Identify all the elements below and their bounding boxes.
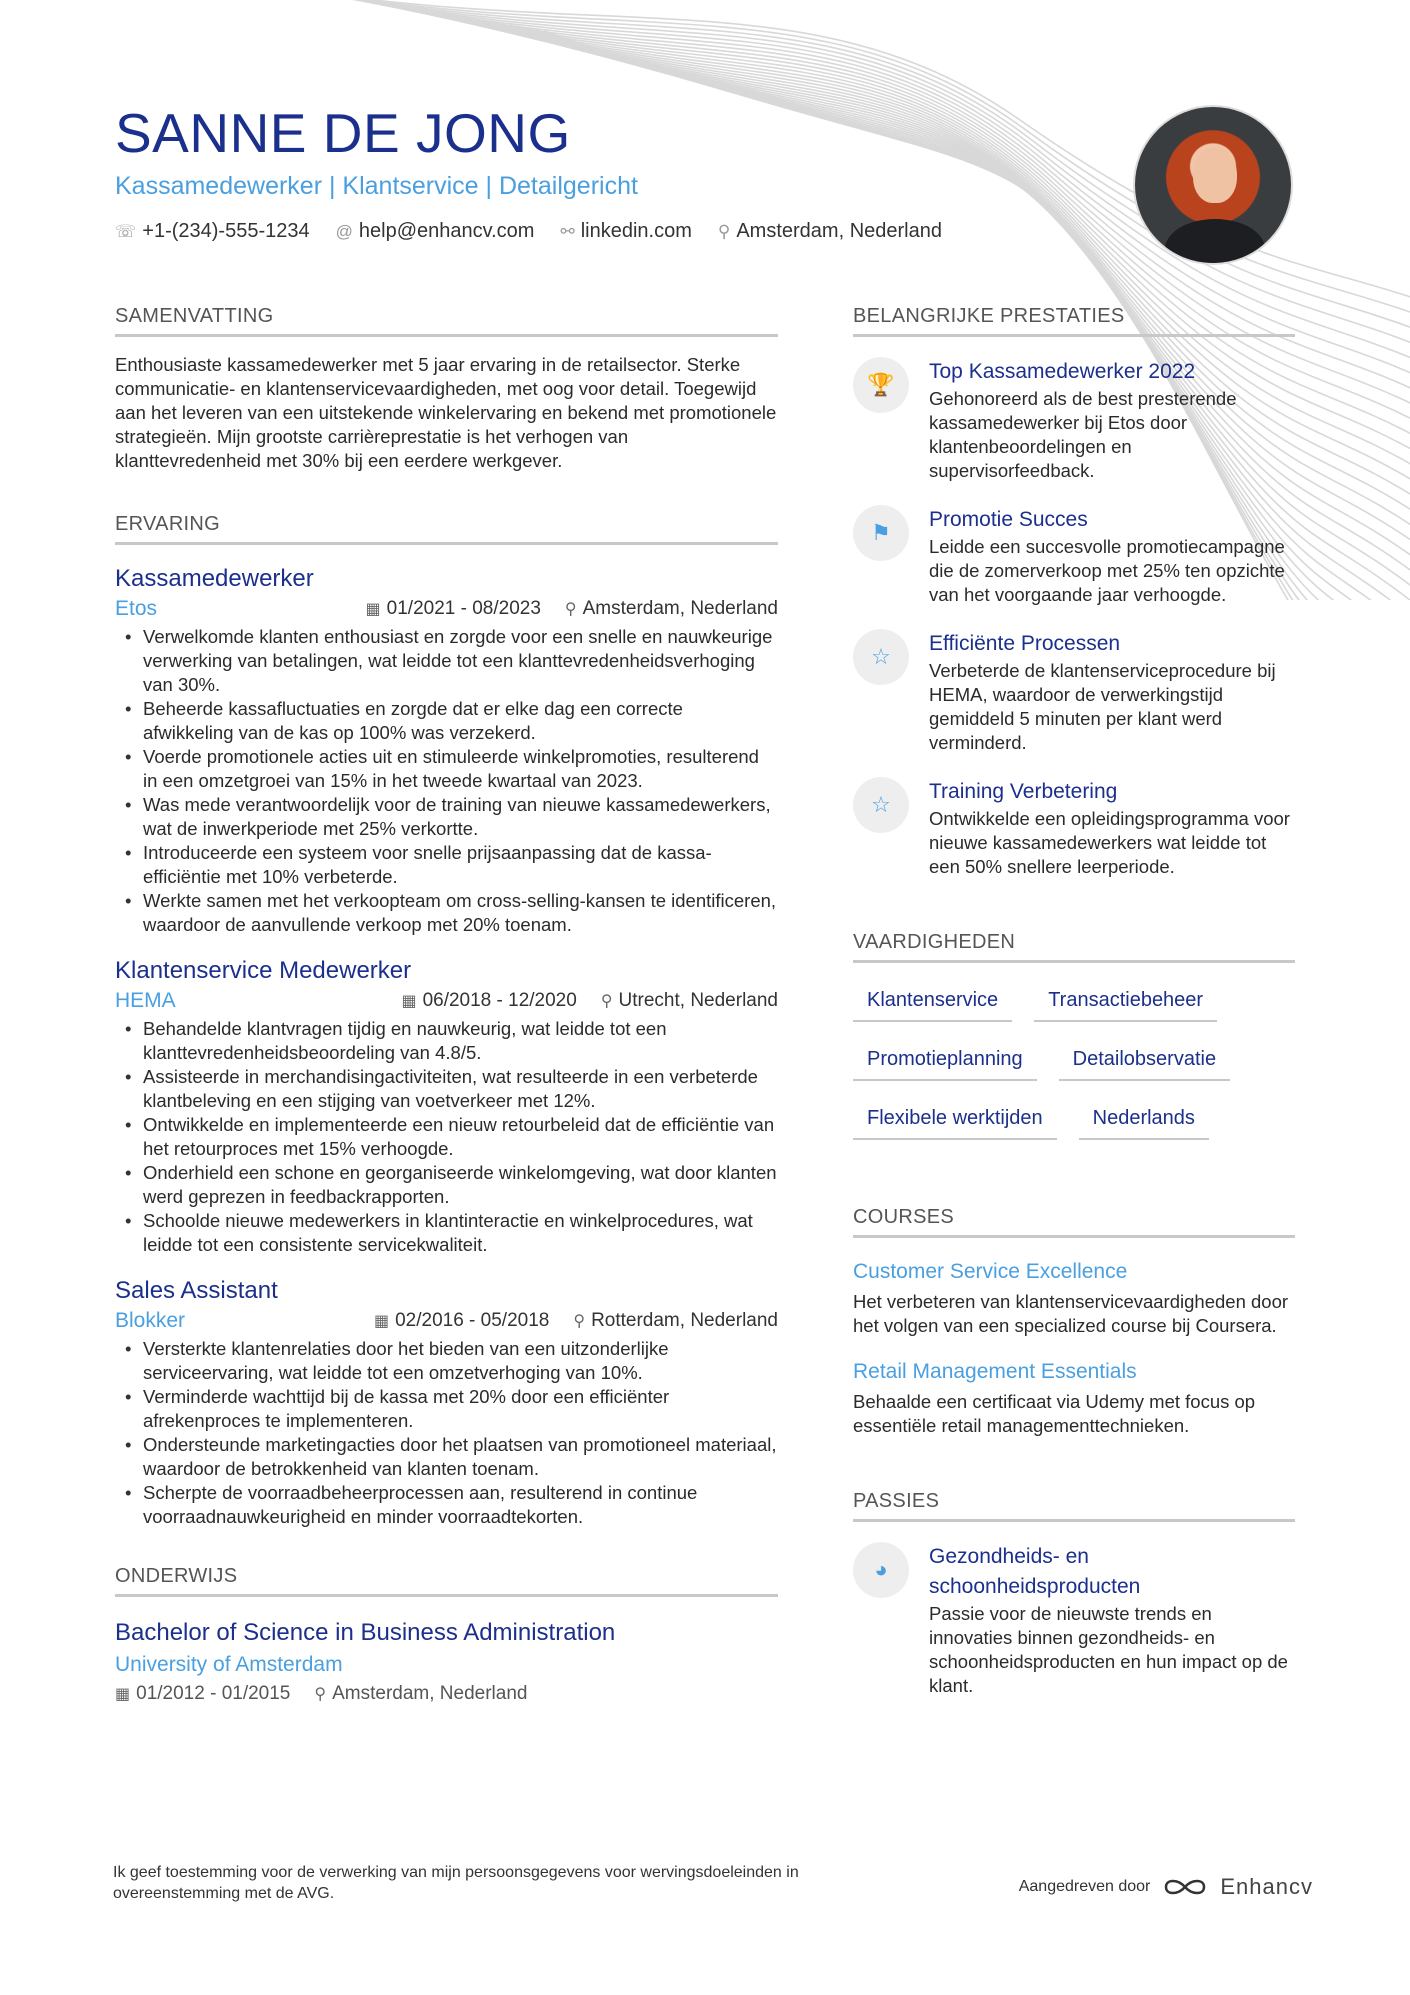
achievement-desc: Leidde een succesvolle promotiecampagne die de zomerverkoop met 25% ten opzichte van het voorgaande jaar verhoogde. [929, 536, 1285, 605]
achievement-text [929, 505, 1295, 607]
skill-tag: Nederlands [1079, 1101, 1209, 1140]
job-bullets [115, 625, 778, 937]
degree-title: Bachelor of Science in Business Administration [115, 1619, 616, 1646]
bullet-item: • Behandelde klantvragen tijdig en nauwkeurig, wat leidde tot een klanttevredenheidsbeoordeling van 4.8/5. [115, 1017, 778, 1065]
candidate-name: SANNE DE JONG [115, 102, 571, 164]
job-dates-text: 01/2021 - 08/2023 [386, 598, 541, 619]
bullet-item: • Werkte samen met het verkoopteam om cross-selling-kansen te identificeren, waardoor de aanvullende verkoop met 20% toenam. [115, 889, 778, 937]
passion-item [853, 1542, 1295, 1698]
section-title: BELANGRIJKE PRESTATIES [853, 305, 1295, 337]
contact-phone[interactable] [115, 220, 310, 243]
course-title[interactable]: Retail Management Essentials [853, 1360, 1137, 1383]
section-title: PASSIES [853, 1490, 1295, 1522]
calendar-icon: ▦ [401, 993, 417, 1010]
achievement-item [853, 777, 1295, 879]
achievements-section [853, 305, 1295, 879]
achievement-title: Efficiënte Processen [929, 632, 1121, 655]
section-title: VAARDIGHEDEN [853, 931, 1295, 963]
star-icon: ☆ [853, 777, 909, 833]
contact-location-text: Amsterdam, Nederland [736, 220, 942, 242]
right-column [853, 305, 1295, 1738]
job-dates [366, 598, 541, 620]
job-dates [374, 1310, 549, 1332]
achievement-desc: Verbeterde de klantenserviceprocedure bij HEMA, waardoor de verwerkingstijd gemiddeld 5 minuten per klant werd verminderd. [929, 660, 1276, 753]
job-title: Klantenservice Medewerker [115, 957, 412, 984]
job-location-text: Utrecht, Nederland [618, 990, 778, 1011]
achievement-desc: Ontwikkelde een opleidingsprogramma voor nieuwe kassamedewerkers wat leidde tot een 50% snellere leerperiode. [929, 808, 1290, 877]
summary-text: Enthousiaste kassamedewerker met 5 jaar ervaring in de retailsector. Sterke communicatie- en klantenservicevaardigheden, met oog voor detail. Toegewijd aan het leveren van een uitstekende winkelervaring en bekend met promotionele strategieën. Mijn grootste carrièreprestatie is het verhogen van klanttevredenheid met 30% bij een eerdere werkgever. [115, 354, 777, 471]
location-icon: ⚲ [600, 993, 613, 1010]
job-location [573, 1310, 778, 1332]
contact-location [718, 220, 942, 243]
bullet-item: • Voerde promotionele acties uit en stimuleerde winkelpromoties, resulterend in een omzetgroei van 15% in het tweede kwartaal van 2023. [115, 745, 778, 793]
skill-list [853, 983, 1295, 1140]
candidate-headline: Kassamedewerker | Klantservice | Detailgericht [115, 172, 638, 200]
achievement-title: Training Verbetering [929, 780, 1118, 803]
location-icon: ⚲ [564, 601, 577, 618]
course-list [853, 1258, 1295, 1438]
bullet-item: • Ontwikkelde en implementeerde een nieuw retourbeleid dat de efficiëntie van het retourproces met 15% verhoogde. [115, 1113, 778, 1161]
powered-by[interactable] [1019, 1874, 1313, 1900]
skill-tag: Flexibele werktijden [853, 1101, 1057, 1140]
bullet-item: • Beheerde kassafluctuaties en zorgde dat er elke dag een correcte afwikkeling van de kas op 100% was verzekerd. [115, 697, 778, 745]
job-location-text: Rotterdam, Nederland [591, 1310, 778, 1331]
calendar-icon: ▦ [365, 601, 381, 618]
bullet-item: • Scherpte de voorraadbeheerprocessen aan, resulterend in continue voorraadnauwkeurigheid en minder voorraadtekorten. [115, 1481, 778, 1529]
section-title: COURSES [853, 1206, 1295, 1238]
section-title: SAMENVATTING [115, 305, 778, 337]
school-name: University of Amsterdam [115, 1653, 343, 1676]
job-dates [401, 990, 576, 1012]
achievement-text [929, 357, 1295, 483]
job-entry [115, 955, 778, 1257]
job-meta [115, 597, 778, 621]
job-bullets [115, 1337, 778, 1529]
contact-linkedin-text: linkedin.com [580, 220, 692, 242]
job-dates-text: 06/2018 - 12/2020 [422, 990, 577, 1011]
education-dates: 01/2012 - 01/2015 [136, 1683, 291, 1704]
summary-section [115, 305, 778, 473]
contact-list [115, 220, 1015, 243]
passion-title: Gezondheids- en schoonheidsproducten [929, 1545, 1141, 1598]
calendar-icon: ▦ [115, 1686, 131, 1703]
flag-icon: ⚑ [853, 505, 909, 561]
education-meta [115, 1683, 778, 1705]
bullet-item: • Introduceerde een systeem voor snelle prijsaanpassing dat de kassa-efficiëntie met 10% verbeterde. [115, 841, 778, 889]
achievement-item [853, 357, 1295, 483]
location-icon: ⚲ [314, 1686, 327, 1703]
calendar-icon: ▦ [373, 1313, 390, 1330]
bullet-item: • Was mede verantwoordelijk voor de training van nieuwe kassamedewerkers, wat de inwerkperiode met 25% verkortte. [115, 793, 778, 841]
achievement-text [929, 629, 1295, 755]
contact-phone-text: +1-(234)-555-1234 [142, 220, 310, 242]
star-icon: ☆ [853, 629, 909, 685]
bullet-item: • Ondersteunde marketingacties door het plaatsen van promotioneel materiaal, waardoor de betrokkenheid van klanten toenam. [115, 1433, 778, 1481]
bullet-item: • Assisteerde in merchandisingactiviteiten, wat resulteerde in een verbeterde klantbeleving en een stijging van voetverkeer met 12%. [115, 1065, 778, 1113]
enhancv-logo-icon [1162, 1875, 1208, 1899]
skills-section [853, 931, 1295, 1140]
skill-tag: Detailobservatie [1059, 1042, 1230, 1081]
company-name: Blokker [115, 1309, 186, 1332]
achievement-text [929, 777, 1295, 879]
resume-header [115, 100, 1015, 243]
left-column [115, 305, 778, 1745]
bullet-item: • Schoolde nieuwe medewerkers in klantinteractie en winkelprocedures, wat leidde tot een consistente servicekwaliteit. [115, 1209, 778, 1257]
course-desc: Het verbeteren van klantenservicevaardigheden door het volgen van een specialized course bij Coursera. [853, 1291, 1289, 1336]
job-bullets [115, 1017, 778, 1257]
brand-name: Enhancv [1220, 1874, 1313, 1899]
phone-icon: ☏ [115, 221, 137, 241]
location-icon: ⚲ [717, 221, 731, 241]
achievement-title: Promotie Succes [929, 508, 1088, 531]
job-meta [115, 1309, 778, 1333]
achievement-list [853, 357, 1295, 879]
skill-tag: Promotieplanning [853, 1042, 1037, 1081]
passion-desc: Passie voor de nieuwste trends en innovaties binnen gezondheids- en schoonheidsproducten en hun impact op de klant. [929, 1603, 1288, 1696]
skill-tag: Klantenservice [853, 983, 1012, 1022]
bullet-item: • Onderhield een schone en georganiseerde winkelomgeving, wat door klanten werd geprezen in feedbackrapporten. [115, 1161, 778, 1209]
bullet-item: • Verminderde wachttijd bij de kassa met 20% door een efficiënter afrekenproces te implementeren. [115, 1385, 778, 1433]
course-desc: Behaalde een certificaat via Udemy met focus op essentiële retail managementtechnieken. [853, 1391, 1256, 1436]
at-icon: @ [335, 221, 353, 241]
skill-tag: Transactiebeheer [1034, 983, 1217, 1022]
passion-list [853, 1542, 1295, 1698]
job-title: Kassamedewerker [115, 565, 314, 592]
section-title: ONDERWIJS [115, 1565, 778, 1597]
education-section [115, 1565, 778, 1705]
gdpr-consent: Ik geef toestemming voor de verwerking van mijn persoonsgegevens voor wervingsdoeleinden in overeenstemming met de AVG. [113, 1864, 799, 1902]
link-icon: ⚯ [560, 221, 575, 241]
bullet-item: • Versterkte klantenrelaties door het bieden van een uitzonderlijke serviceervaring, wat leidde tot een omzetverhoging van 10%. [115, 1337, 778, 1385]
location-icon: ⚲ [573, 1313, 586, 1330]
experience-section [115, 513, 778, 1529]
education-location: Amsterdam, Nederland [332, 1683, 528, 1704]
job-location-text: Amsterdam, Nederland [582, 598, 778, 619]
trophy-icon: 🏆 [853, 357, 909, 413]
section-title: ERVARING [115, 513, 778, 545]
course-title[interactable]: Customer Service Excellence [853, 1260, 1128, 1283]
achievement-item [853, 505, 1295, 607]
company-name: Etos [115, 597, 158, 620]
job-meta [115, 989, 778, 1013]
passion-text [929, 1542, 1295, 1698]
job-meta-details [401, 990, 778, 1012]
job-title: Sales Assistant [115, 1277, 278, 1304]
passions-section [853, 1490, 1295, 1698]
achievement-desc: Gehonoreerd als de best presterende kassamedewerker bij Etos door klantenbeoordelingen en supervisorfeedback. [929, 388, 1237, 481]
powered-by-label: Aangedreven door [1018, 1878, 1151, 1895]
job-meta-details [366, 598, 778, 620]
brain-icon: ◕ [853, 1542, 909, 1598]
achievement-title: Top Kassamedewerker 2022 [929, 360, 1196, 383]
job-list [115, 563, 778, 1529]
contact-email-text: help@enhancv.com [358, 220, 535, 242]
courses-section [853, 1206, 1295, 1438]
company-name: HEMA [115, 989, 176, 1012]
job-meta-details [374, 1310, 778, 1332]
profile-photo [1133, 105, 1293, 265]
contact-email[interactable] [336, 220, 535, 243]
page-footer [113, 1862, 1313, 1904]
contact-linkedin[interactable] [560, 220, 691, 243]
achievement-item [853, 629, 1295, 755]
job-location [565, 598, 778, 620]
job-entry [115, 1275, 778, 1529]
bullet-item: • Verwelkomde klanten enthousiast en zorgde voor een snelle en nauwkeurige verwerking van betalingen, wat leidde tot een klanttevredenheidsverhoging van 30%. [115, 625, 778, 697]
job-entry [115, 563, 778, 937]
job-dates-text: 02/2016 - 05/2018 [395, 1310, 550, 1331]
job-location [601, 990, 778, 1012]
